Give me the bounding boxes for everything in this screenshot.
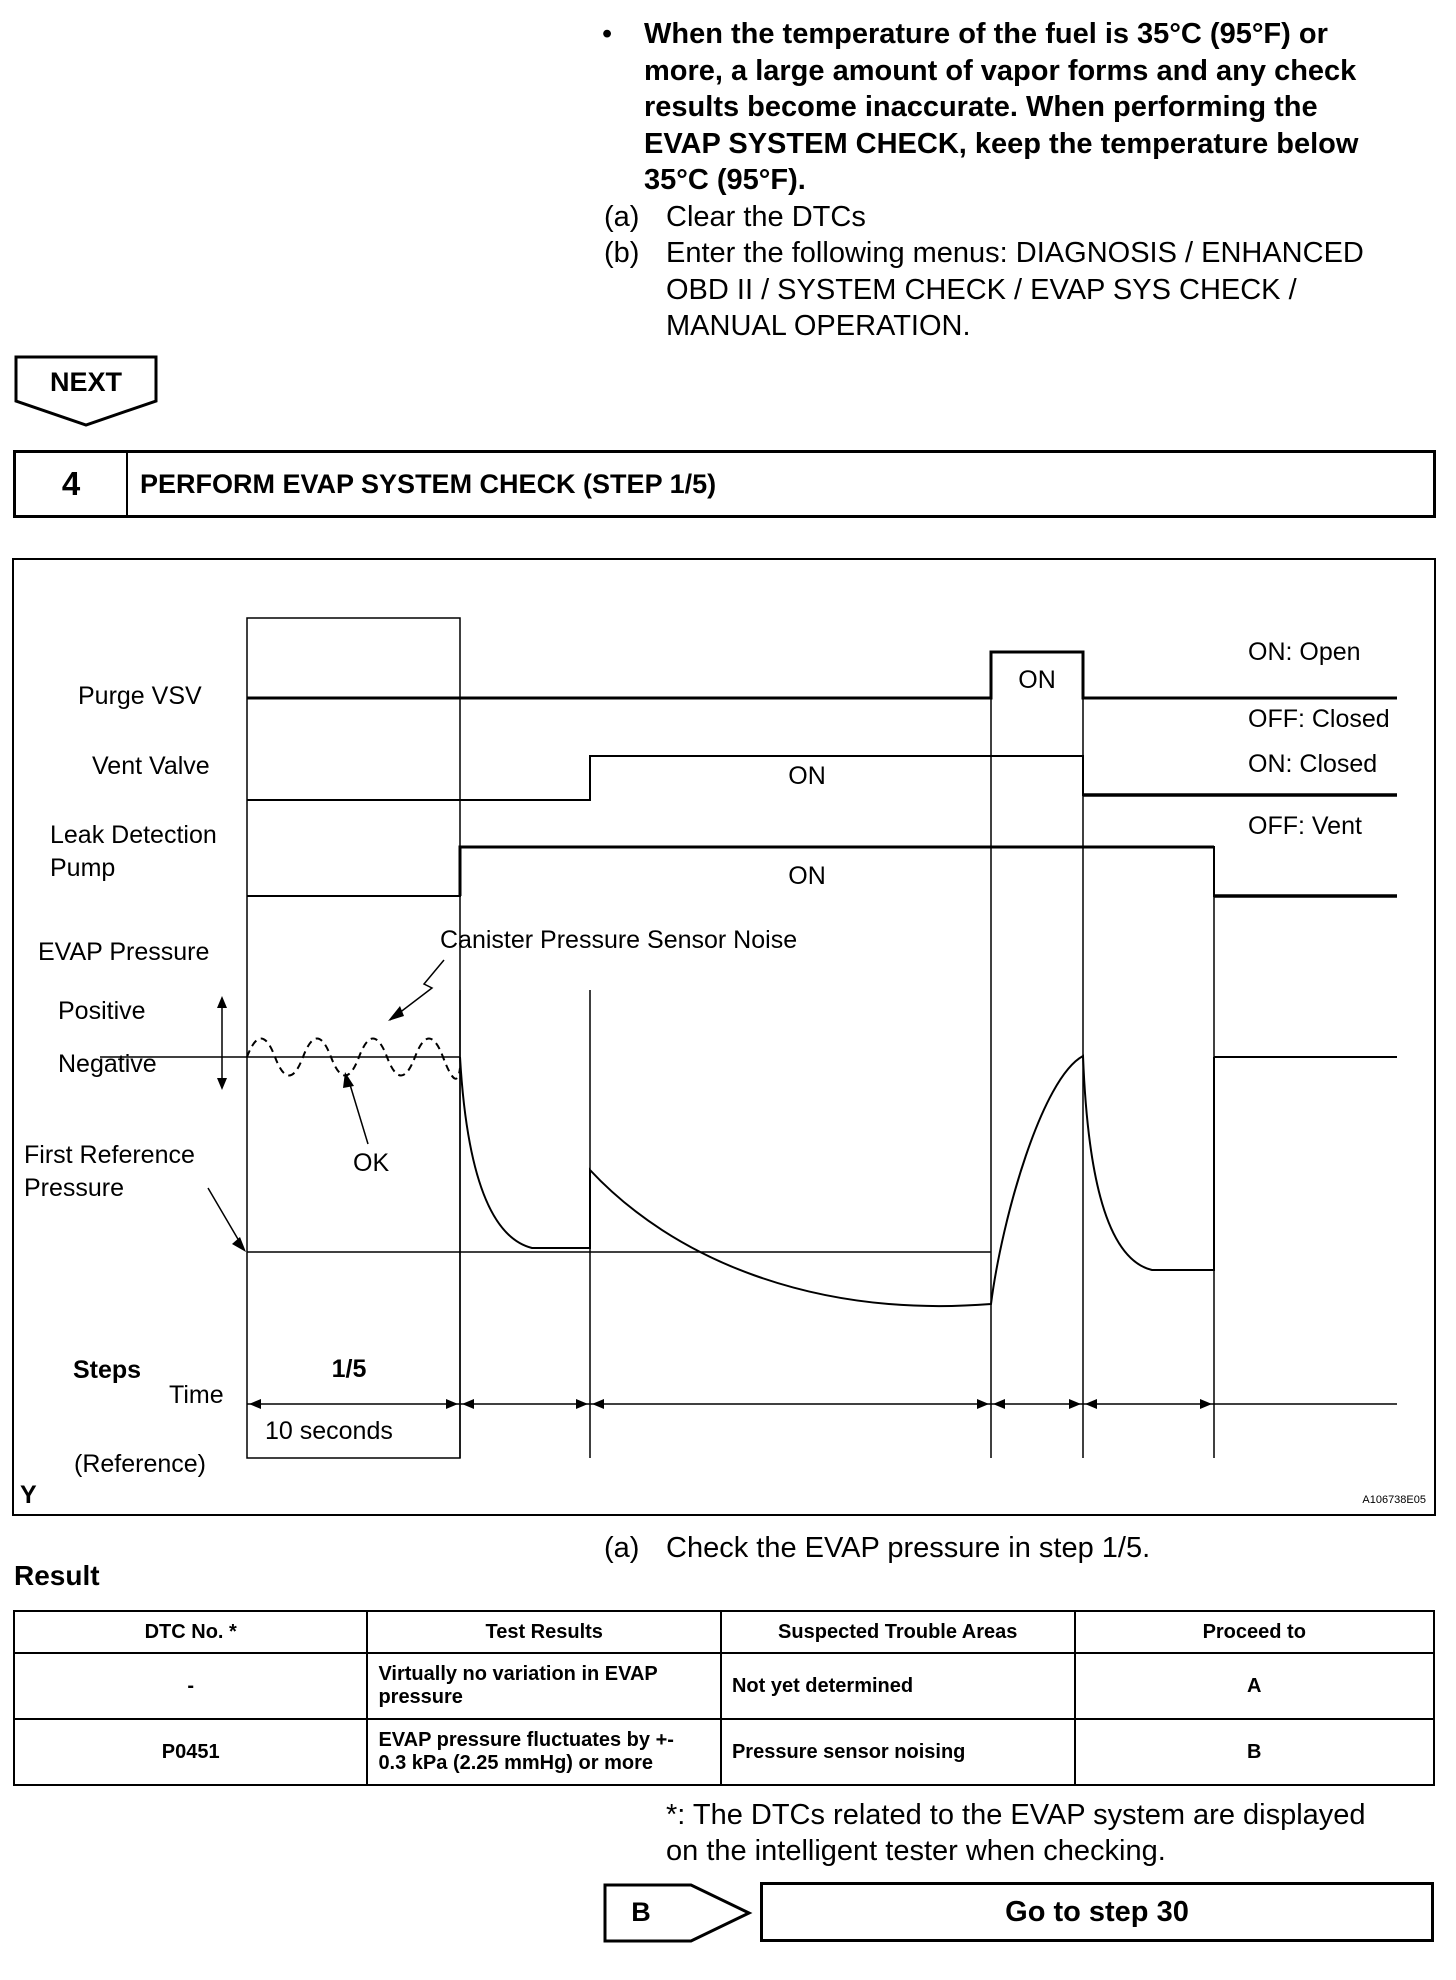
footnote-line: *: The DTCs related to the EVAP system are displayed [666, 1799, 1366, 1831]
substep-line: Enter the following menus: DIAGNOSIS / ENHANCED [666, 237, 1364, 269]
bullet-line: 35°C (95°F). [644, 164, 806, 196]
table-row [14, 1653, 1434, 1719]
bullet-line: When the temperature of the fuel is 35°C (95°F) or [644, 18, 1328, 50]
substep-b [600, 235, 1430, 345]
label-steps: Steps [73, 1356, 142, 1384]
label-first-reference: First Reference [24, 1141, 195, 1169]
label-vent-valve: Vent Valve [92, 752, 210, 780]
substep-tag: (a) [604, 200, 640, 233]
goto-step-button[interactable]: Go to step 30 [760, 1882, 1434, 1942]
test-result-line: 0.3 kPa (2.25 mmHg) or more [378, 1752, 653, 1774]
label-leak-pump: Pump [50, 854, 116, 882]
bullet-line: EVAP SYSTEM CHECK, keep the temperature below [644, 127, 1359, 160]
column-header: Suspected Trouble Areas [721, 1611, 1075, 1653]
trouble-area-cell: Pressure sensor noising [721, 1719, 1075, 1785]
test-result-cell [367, 1653, 721, 1719]
label-time: Time [169, 1381, 224, 1409]
test-result-line: Virtually no variation in EVAP [378, 1663, 658, 1685]
vent-on-label: ON [788, 762, 826, 790]
substep-line: OBD II / SYSTEM CHECK / EVAP SYS CHECK / [666, 273, 1297, 306]
proceed-cell: A [1075, 1653, 1435, 1719]
timing-diagram [12, 558, 1436, 1516]
warning-bullet [600, 16, 1430, 199]
step-title: PERFORM EVAP SYSTEM CHECK (STEP 1/5) [140, 468, 717, 499]
next-label: NEXT [49, 367, 123, 397]
trouble-area-cell: Not yet determined [721, 1653, 1075, 1719]
instructions [600, 16, 1430, 345]
dtc-cell: P0451 [14, 1719, 367, 1785]
label-reference: (Reference) [74, 1450, 206, 1478]
label-negative: Negative [58, 1050, 157, 1078]
column-header: Test Results [367, 1611, 721, 1653]
label-positive: Positive [58, 997, 146, 1025]
dtc-cell: - [14, 1653, 367, 1719]
label-on-closed: ON: Closed [1248, 750, 1378, 778]
footnote [666, 1797, 1426, 1869]
result-b-arrow[interactable] [603, 1882, 753, 1944]
label-purge-vsv: Purge VSV [78, 682, 202, 710]
check-step [604, 1530, 1434, 1566]
label-leak-pump: Leak Detection [50, 821, 217, 849]
substep-a [600, 199, 1430, 236]
duration-label: 10 seconds [265, 1417, 393, 1445]
label-off-vent: OFF: Vent [1248, 812, 1362, 840]
column-header: Proceed to [1075, 1611, 1435, 1653]
result-table [13, 1610, 1435, 1786]
purge-on-label: ON [1018, 666, 1056, 694]
label-y-mark: Y [20, 1481, 37, 1509]
label-first-reference: Pressure [24, 1174, 125, 1202]
check-step-tag: (a) [604, 1532, 640, 1564]
column-header: DTC No. * [14, 1611, 367, 1653]
step-1-5-label: 1/5 [331, 1355, 367, 1383]
test-result-line: EVAP pressure fluctuates by +- [378, 1729, 674, 1751]
table-row [14, 1719, 1434, 1785]
label-on-open: ON: Open [1248, 638, 1361, 666]
test-result-cell [367, 1719, 721, 1785]
proceed-cell: B [1075, 1719, 1435, 1785]
ok-annotation: OK [353, 1149, 390, 1177]
check-step-text: Check the EVAP pressure in step 1/5. [666, 1532, 1151, 1564]
pump-on-label: ON [788, 862, 826, 890]
substep-tag: (b) [604, 237, 640, 269]
substep-line: Clear the DTCs [666, 200, 866, 233]
substep-line: MANUAL OPERATION. [666, 310, 971, 342]
noise-annotation: Canister Pressure Sensor Noise [440, 926, 798, 954]
figure-id: A106738E05 [1362, 1494, 1426, 1506]
bullet-line: more, a large amount of vapor forms and any check [644, 54, 1357, 87]
bullet-line: results become inaccurate. When performing the [644, 91, 1318, 123]
table-header-row [14, 1611, 1434, 1653]
test-result-line: pressure [378, 1686, 463, 1708]
footnote-line: on the intelligent tester when checking. [666, 1835, 1166, 1867]
bullet-dot: • [602, 18, 613, 50]
step-header [13, 450, 1436, 518]
result-heading: Result [14, 1560, 100, 1591]
result-b-label: B [631, 1897, 651, 1927]
step-number: 4 [16, 453, 128, 515]
next-button[interactable] [14, 355, 158, 427]
label-off-closed: OFF: Closed [1248, 705, 1390, 733]
label-evap-pressure: EVAP Pressure [38, 938, 210, 966]
